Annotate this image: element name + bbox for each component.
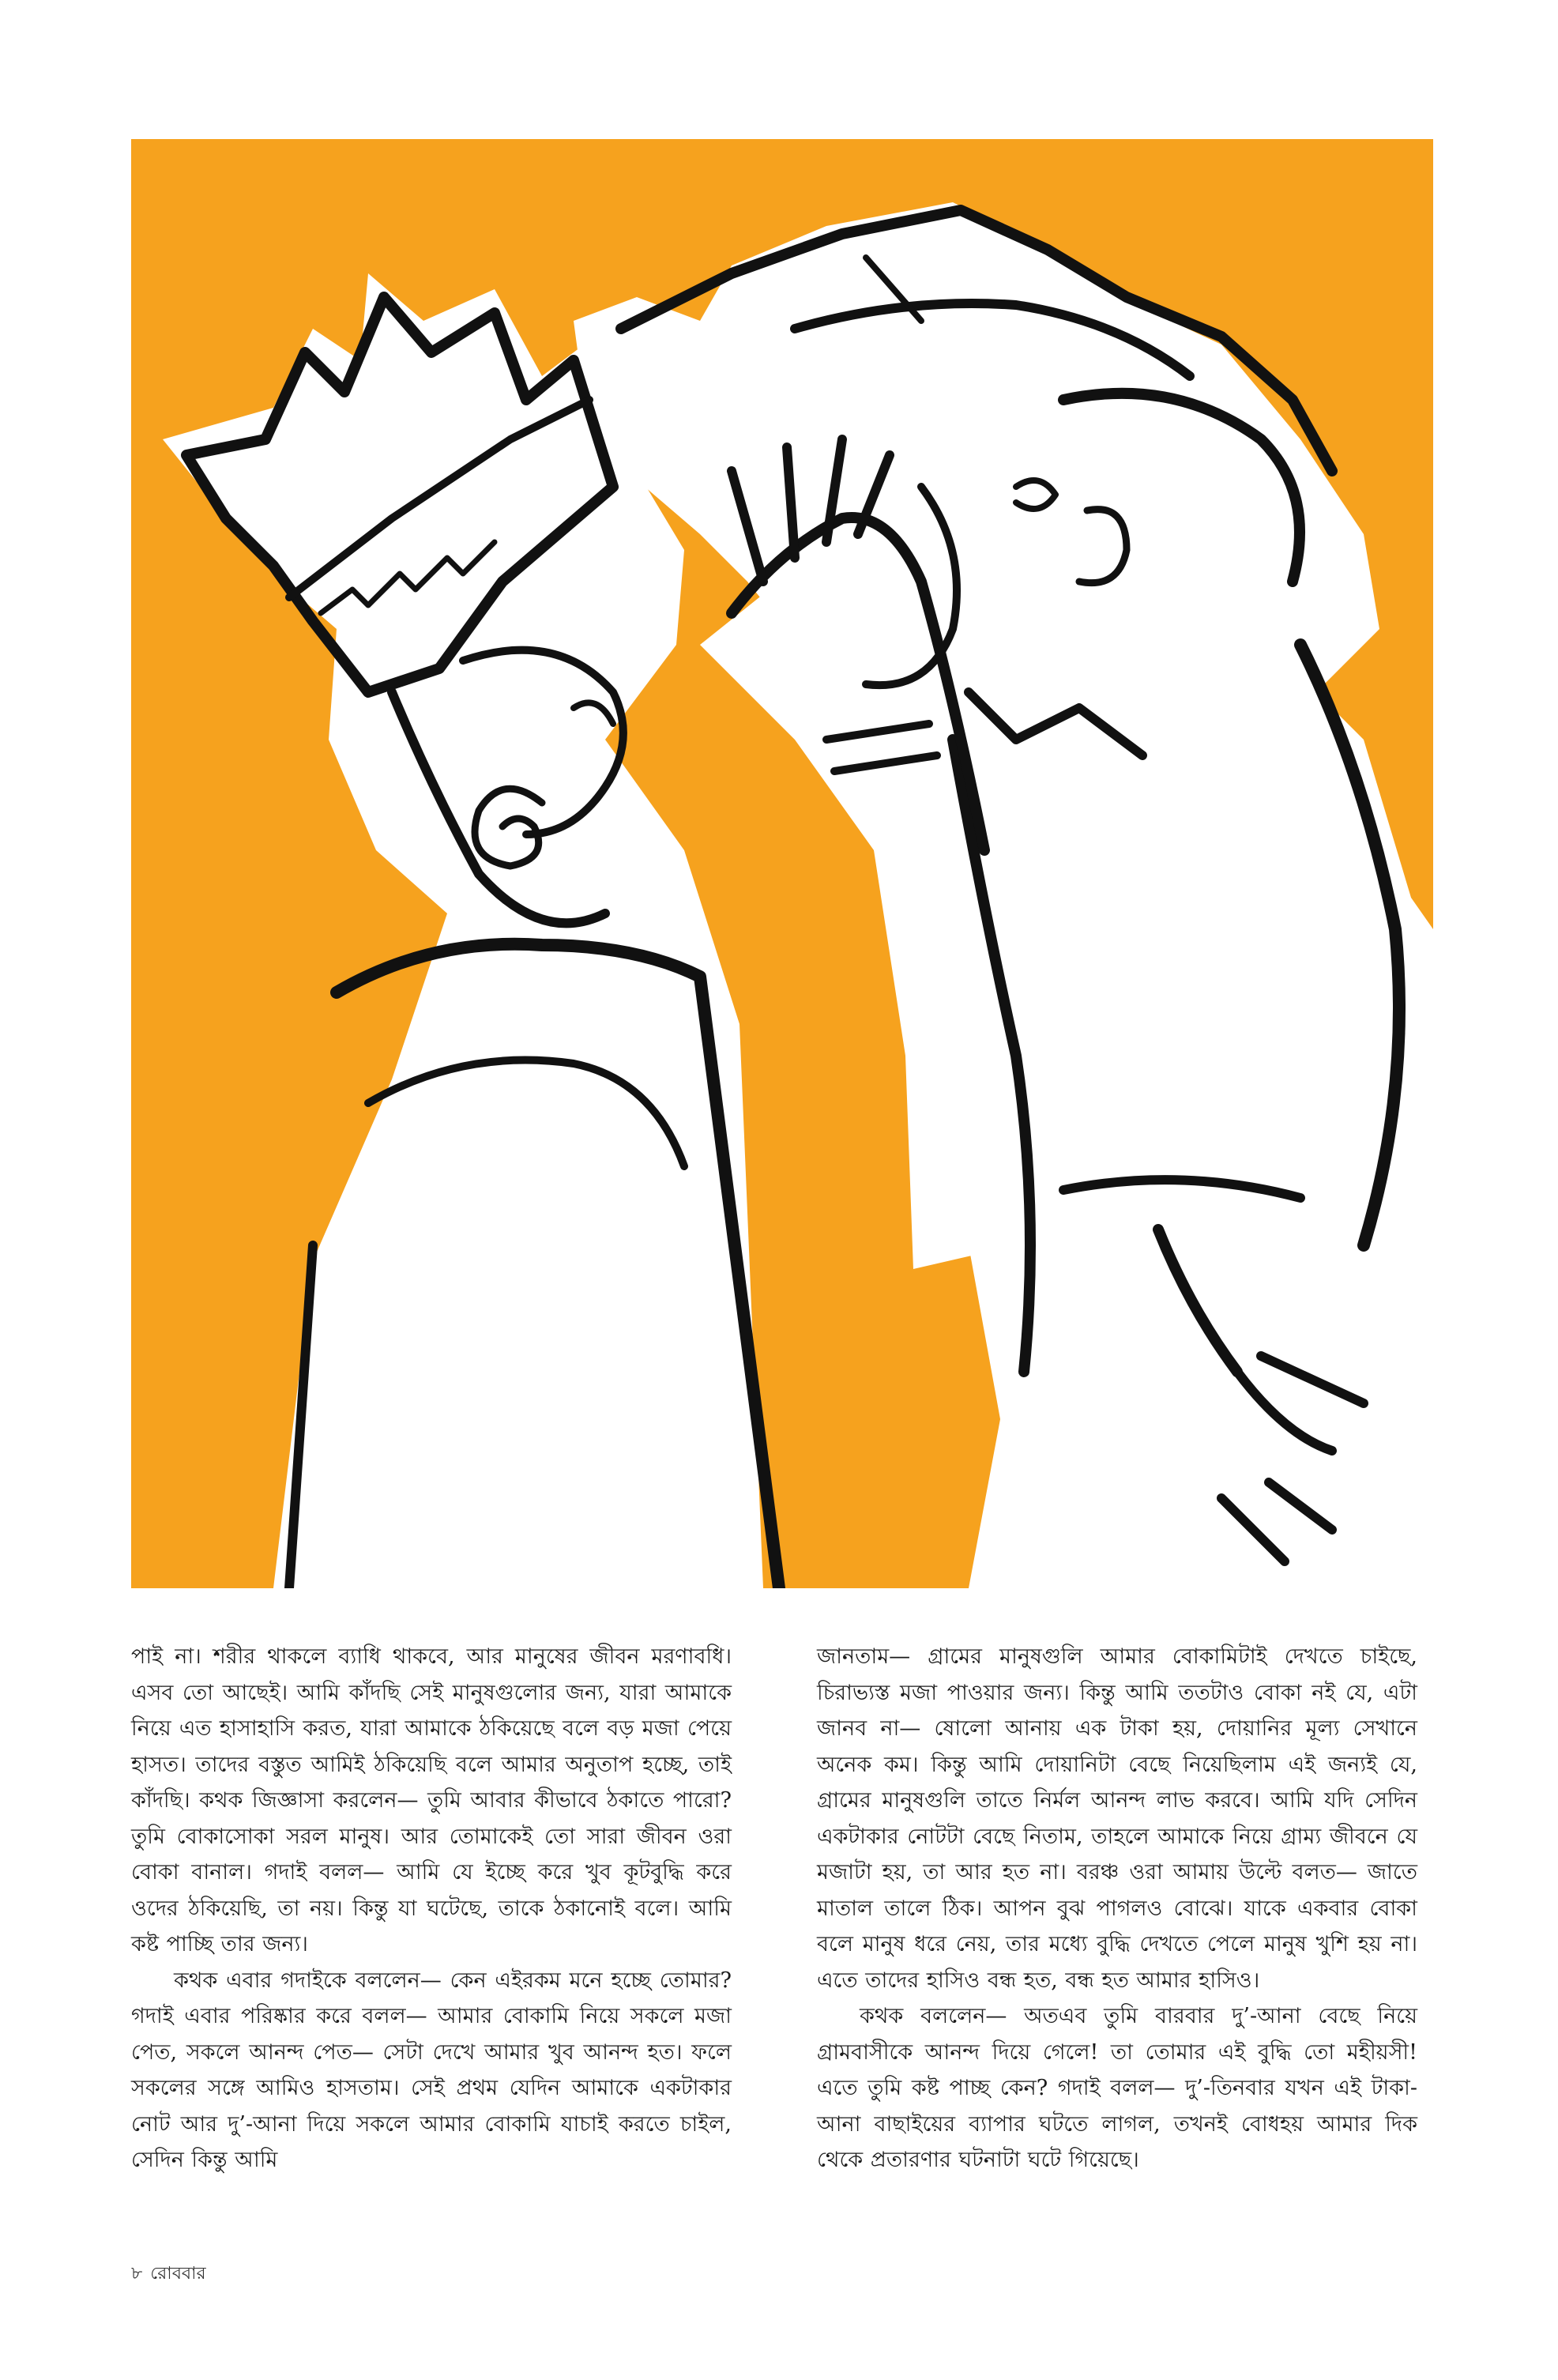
page-footer [131,2260,214,2289]
paragraph: জানতাম— গ্রামের মানুষগুলি আমার বোকামিটাই দেখতে চাইছে, চিরাভ্যস্ত মজা পাওয়ার জন্য। কিন্তু আমি ততটাও বোকা নই যে, এটা জানব না— ষোলো আনায় এক টাকা হয়, দোয়ানির মূল্য সেখানে অনেক কম। কিন্তু আমি দোয়ানিটা বেছে নিয়েছিলাম এই জন্যই যে, গ্রামের মানুষগুলি তাতে নির্মল আনন্দ লাভ করবে। আমি যদি সেদিন একটাকার নোটটা বেছে নিতাম, তাহলে আমাকে নিয়ে গ্রাম্য জীবনে যে মজাটা হয়, তা আর হত না। বরঞ্চ ওরা আমায় উল্টে বলত— জাতে মাতাল তালে ঠিক। আপন বুঝ পাগলও বোঝে। যাকে একবার বোকা বলে মানুষ ধরে নেয়, তার মধ্যে বুদ্ধি দেখতে পেলে মানুষ খুশি হয় না। এতে তাদের হাসিও বন্ধ হত, বন্ধ হত আমার হাসিও। [817,1644,1417,1993]
paragraph: কথক বললেন— অতএব তুমি বারবার দু’-আনা বেছে নিয়ে গ্রামবাসীকে আনন্দ দিয়ে গেলে! তা তোমার এই বুদ্ধি তো মহীয়সী! এতে তুমি কষ্ট পাচ্ছ কেন? গদাই বলল— দু’-তিনবার যখন এই টাকা-আনা বাছাইয়ের ব্যাপার ঘটতে লাগল, তখনই বোধহয় আমার দিক থেকে প্রতারণার ঘটনাটা ঘটে গিয়েছে। [817,2004,1417,2172]
paragraph: পাই না। শরীর থাকলে ব্যাধি থাকবে, আর মানুষের জীবন মরণাবধি। এসব তো আছেই। আমি কাঁদছি সেই মানুষগুলোর জন্য, যারা আমাকে নিয়ে এত হাসাহাসি করত, যারা আমাকে ঠকিয়েছে বলে বড় মজা পেয়ে হাসত। তাদের বস্তুত আমিই ঠকিয়েছি বলে আমার অনুতাপ হচ্ছে, তাই কাঁদছি। কথক জিজ্ঞাসা করলেন— তুমি আবার কীভাবে ঠকাতে পারো? তুমি বোকাসোকা সরল মানুষ। আর তোমাকেই তো সারা জীবন ওরা বোকা বানাল। গদাই বলল— আমি যে ইচ্ছে করে খুব কূটবুদ্ধি করে ওদের ঠকিয়েছি, তা নয়। কিন্তু যা ঘটেছে, তাকে ঠকানোই বলে। আমি কষ্ট পাচ্ছি তার জন্য। [131,1644,732,1956]
article-column-left [131,1639,732,2179]
paragraph: কথক এবার গদাইকে বললেন— কেন এইরকম মনে হচ্ছে তোমার? গদাই এবার পরিষ্কার করে বলল— আমার বোকামি নিয়ে সকলে মজা পেত, সকলে আনন্দ পেত— সেটা দেখে আমার খুব আনন্দ হত। ফলে সকলের সঙ্গে আমিও হাসতাম। সেই প্রথম যেদিন আমাকে একটাকার নোট আর দু’-আনা দিয়ে সকলে আমার বোকামি যাচাই করতে চাইল, সেদিন কিন্তু আমি [131,1968,732,2172]
page-number: ৮ [131,2264,143,2284]
illustration-king-and-young-man [131,139,1433,1588]
article-column-right [817,1639,1417,2179]
publication-name: রোববার [150,2264,206,2284]
illustration-drawing [131,139,1433,1588]
